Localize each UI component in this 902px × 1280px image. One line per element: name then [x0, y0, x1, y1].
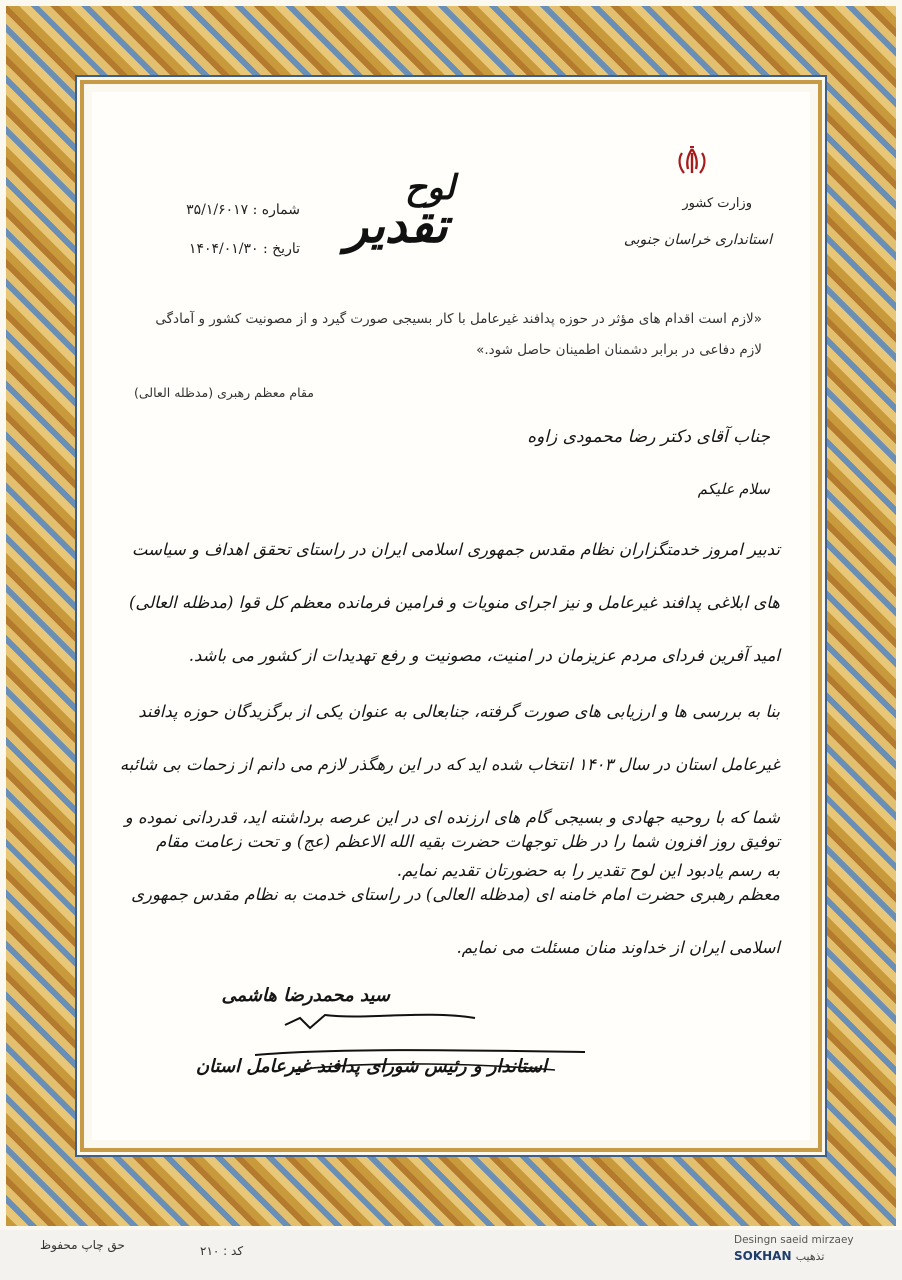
recipient: جناب آقای دکتر رضا محمودی زاوه	[527, 427, 770, 447]
number-label: شماره :	[252, 202, 300, 218]
quote-source: مقام معظم رهبری (مدظله العالی)	[134, 385, 314, 400]
designer-credit: Desingn saeid mirzaey	[734, 1234, 854, 1246]
letter-number	[150, 202, 300, 218]
iran-emblem-icon	[672, 145, 712, 179]
certificate-title	[345, 168, 515, 258]
body-paragraph-2: بنا به بررسی ها و ارزیابی های صورت گرفته، جنابعالی به عنوان یکی از برگزیدگان حوزه پدافند غیرعامل استان در سال ۱۴۰۳ انتخاب شده اید که در این رهگذر لازم می دانم از زحمات بی شائبه شما که با روحیه جهادی و بسیجی گام های ارزنده ای در این عرصه برداشته اید، قدردانی نموده و به رسم یادبود این لوح تقدیر را به حضورتان تقدیم نمایم.	[119, 702, 780, 880]
brand-name: SOKHAN	[734, 1249, 792, 1263]
brand-mark	[734, 1249, 884, 1263]
copyright-note: حق چاپ محفوظ	[40, 1238, 125, 1252]
letter-date	[150, 241, 300, 257]
print-code: کد : ۲۱۰	[200, 1244, 244, 1258]
brand-suffix: تذهیب	[795, 1250, 825, 1263]
greeting: سلام علیکم	[697, 480, 770, 498]
date-value: ۱۴۰۴/۰۱/۳۰	[188, 241, 259, 257]
body-paragraph-1: تدبیر امروز خدمتگزاران نظام مقدس جمهوری اسلامی ایران در راستای تحقق اهداف و سیاست های ابلاغی پدافند غیرعامل و نیز اجرای منویات و فرامین فرمانده معظم کل قوا (مدظله العالی) امید آفرین فردای مردم عزیزمان در امنیت، مصونیت و رفع تهدیدات از کشور می باشد.	[128, 540, 780, 665]
signer-title: استاندار و رئیس شورای پدافند غیرعامل استان	[195, 1056, 547, 1077]
title-top: لوح	[405, 168, 455, 208]
number-value: ۳۵/۱/۶۰۱۷	[186, 202, 249, 218]
title-main: تقدیر	[345, 198, 448, 254]
ministry-name: وزارت کشور	[682, 196, 752, 211]
leader-quote: «لازم است اقدام های مؤثر در حوزه پدافند غیرعامل با کار بسیجی صورت گیرد و از مصونیت کشور و آمادگی لازم دفاعی در برابر دشمنان اطمینان حاصل شود.»	[155, 311, 762, 358]
signer-name: سید محمدرضا هاشمی	[221, 985, 390, 1006]
date-label: تاریخ :	[262, 241, 300, 257]
governorate-name: استانداری خراسان جنوبی	[623, 232, 772, 248]
body-paragraph-3: توفیق روز افزون شما را در ظل توجهات حضرت بقیه الله الاعظم (عج) و تحت زعامت مقام معظم رهبری حضرت امام خامنه ای (مدظله العالی) در راستای خدمت به نظام مقدس جمهوری اسلامی ایران از خداوند منان مسئلت می نمایم.	[131, 832, 780, 957]
